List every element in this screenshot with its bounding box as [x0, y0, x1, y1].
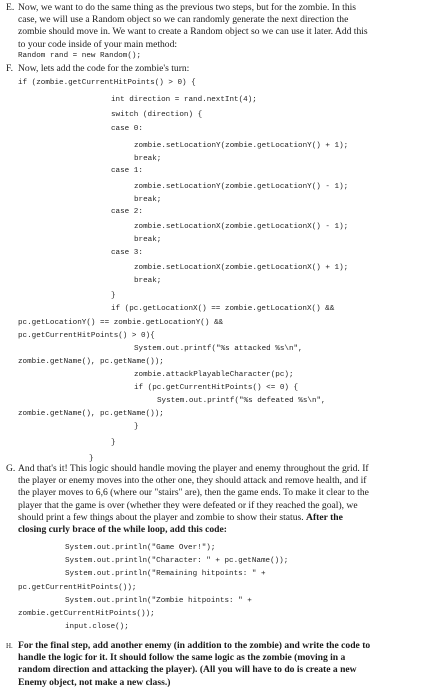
section-e-line-4: to your code inside of your main method: — [18, 38, 178, 50]
section-h-line-4: Enemy object, not make a new class.) — [18, 676, 171, 688]
section-f-intro-line: F. Now, lets add the code for the zombie's turn: — [6, 63, 190, 74]
code-line: zombie.attackPlayableCharacter(pc); — [134, 371, 294, 379]
section-e-label: E. — [6, 2, 15, 13]
section-e-code: Random rand = new Random(); — [18, 52, 142, 60]
code-line: case 0: — [111, 125, 143, 133]
code-line: } — [111, 292, 116, 300]
code-line: } — [134, 423, 139, 431]
code-line: } — [111, 439, 116, 447]
code-line: zombie.setLocationX(zombie.getLocationX() - 1); — [134, 223, 349, 231]
section-e — [6, 2, 418, 51]
code-line: break; — [134, 277, 162, 285]
code-line: System.out.println("Game Over!"); — [65, 544, 216, 552]
code-line: input.close(); — [65, 623, 129, 631]
code-line: case 1: — [111, 167, 143, 175]
code-line: if (pc.getLocationX() == zombie.getLocationX() && — [111, 305, 335, 313]
code-line: zombie.setLocationY(zombie.getLocationY() + 1); — [134, 142, 349, 150]
code-line: pc.getLocationY() == zombie.getLocationY() && — [18, 319, 224, 327]
code-line: int direction = rand.nextInt(4); — [111, 96, 257, 104]
section-g — [6, 463, 418, 536]
section-h-line-2: handle the logic for it. It should follow the same logic as the zombie (moving in a — [18, 652, 346, 664]
section-f-label: F. — [6, 63, 13, 74]
section-g-line-6: closing curly brace of the while loop, add this code: — [18, 524, 227, 536]
code-line: if (zombie.getCurrentHitPoints() > 0) { — [18, 79, 196, 87]
section-g-line-3: the player moves to 6,6 (where our "stairs" are), then the game ends. To make it clear to the — [18, 487, 369, 499]
code-line: zombie.getName(), pc.getName()); — [18, 410, 164, 418]
code-line: case 2: — [111, 208, 143, 216]
code-line: System.out.println("Remaining hitpoints: " + — [65, 570, 266, 578]
code-line: } — [89, 455, 94, 463]
code-line: if (pc.getCurrentHitPoints() <= 0) { — [134, 384, 299, 392]
section-h — [6, 640, 420, 689]
code-line: System.out.println("Character: " + pc.getName()); — [65, 557, 289, 565]
section-g-line-4: player that the game is over (whether they were defeated or if they reached the goal), we — [18, 499, 358, 511]
code-line: zombie.setLocationX(zombie.getLocationX() + 1); — [134, 264, 349, 272]
section-h-line-3: random direction and attacking the player). (All you will have to do is create a new — [18, 664, 357, 676]
section-g-label: G. — [6, 463, 16, 474]
code-line: zombie.setLocationY(zombie.getLocationY() - 1); — [134, 183, 349, 191]
code-line: break; — [134, 155, 162, 163]
section-g-line-2: the player or enemy moves into the other one, they should attack and remove health, and if — [18, 475, 367, 487]
section-g-line-1: G. And that's it! This logic should handle moving the player and enemy throughout the grid. If — [6, 463, 369, 474]
code-line: System.out.println("Zombie hitpoints: " + — [65, 597, 252, 605]
code-line: break; — [134, 236, 162, 244]
section-e-line-1: E. Now, we want to do the same thing as the previous two steps, but for the zombie. In this — [6, 2, 357, 13]
code-line: zombie.getName(), pc.getName()); — [18, 358, 164, 366]
section-g-line-5: should print a few things about the player and zombie to show their status. After the — [18, 511, 343, 523]
code-line: switch (direction) { — [111, 111, 203, 119]
code-line: case 3: — [111, 249, 143, 257]
section-f — [6, 63, 418, 75]
section-h-line-1: H. For the final step, add another enemy (in addition to the zombie) and write the code to — [6, 640, 371, 651]
code-line: System.out.printf("%s attacked %s\n", — [134, 345, 303, 353]
section-h-label: H. — [6, 642, 13, 650]
code-line: break; — [134, 196, 162, 204]
code-line: zombie.getCurrentHitPoints()); — [18, 610, 155, 618]
code-line: System.out.printf("%s defeated %s\n", — [157, 397, 326, 405]
section-e-line-3: zombie should move in. We want to create a Random object so we can use it later. Add this — [18, 26, 368, 38]
section-e-line-2: case, we will use a Random object so we can randomly generate the next direction the — [18, 14, 349, 26]
code-line: pc.getCurrentHitPoints()); — [18, 584, 137, 592]
code-line: pc.getCurrentHitPoints() > 0){ — [18, 332, 155, 340]
